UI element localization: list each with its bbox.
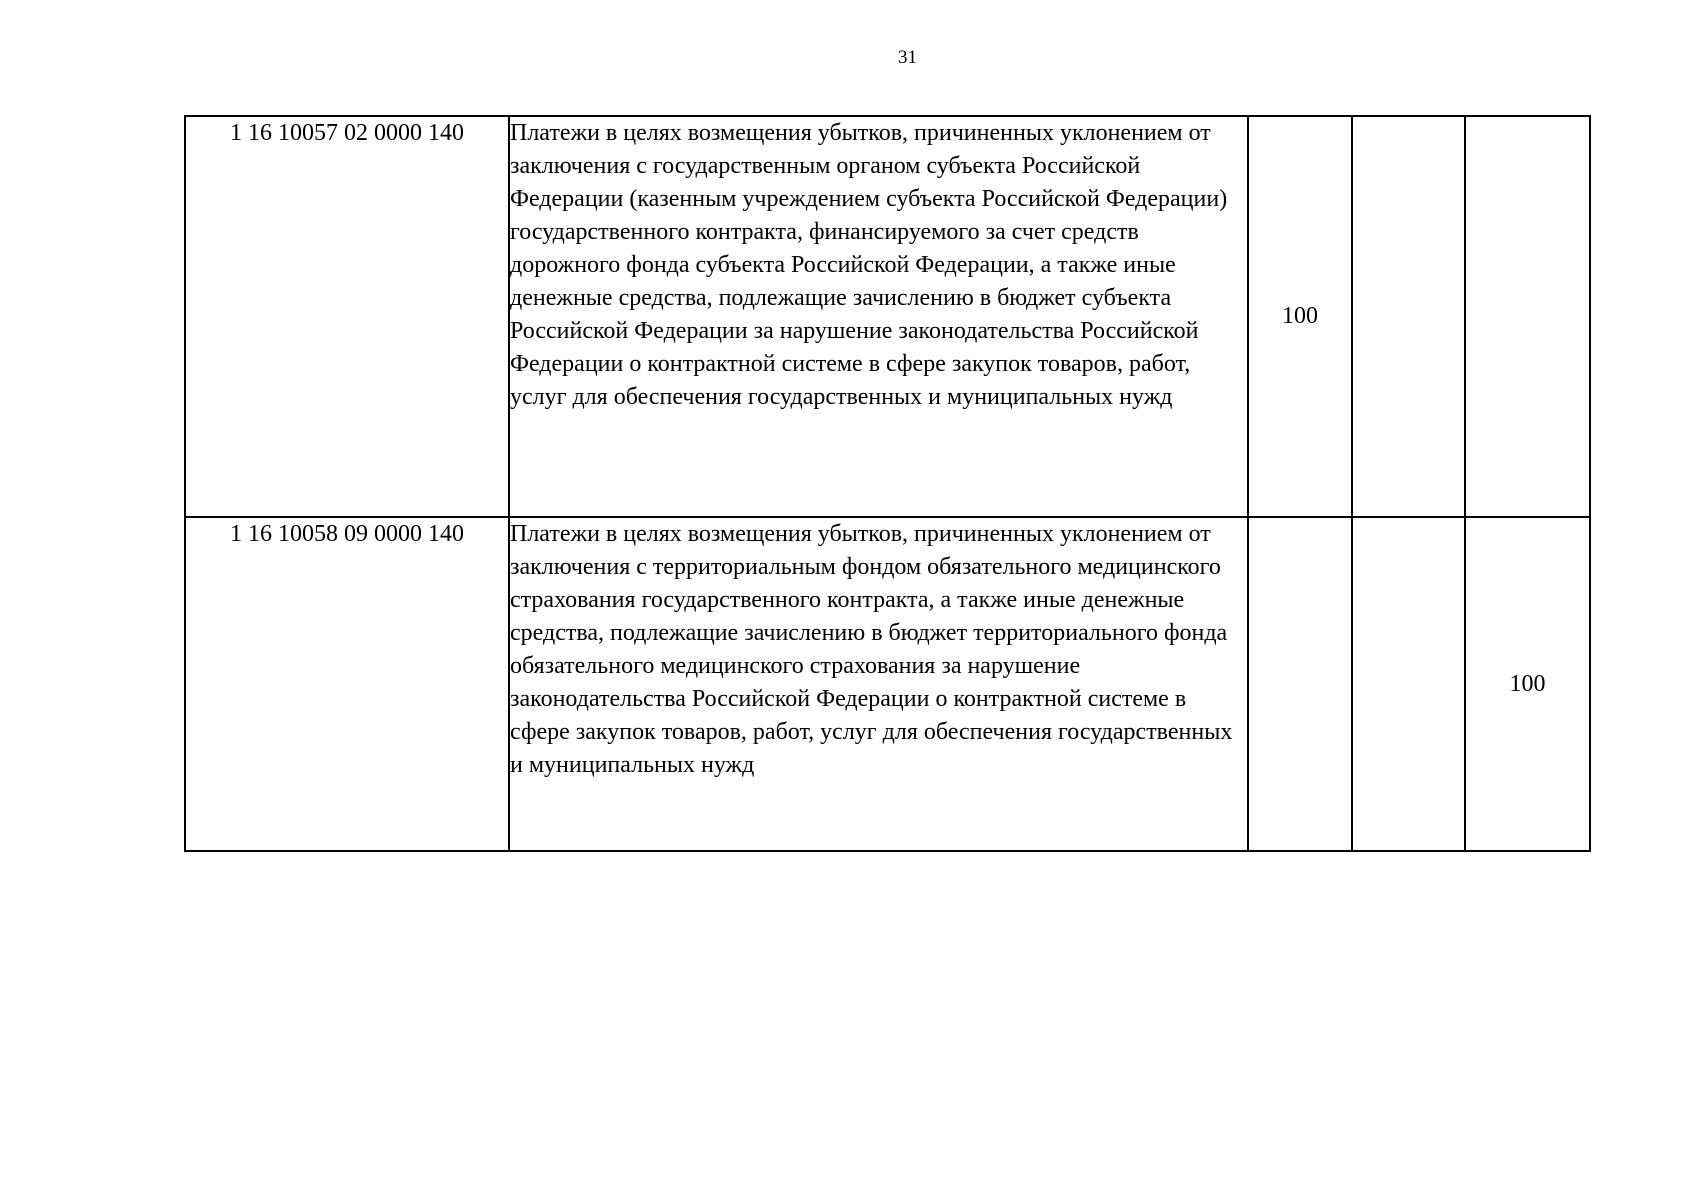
- description-cell: Платежи в целях возмещения убытков, причиненных уклонением от заключения с территориальным фондом обязательного медицинского страхования государственного контракта, а также иные денежные средства, подлежащие зачислению в бюджет территориального фонда обязательного медицинского страхования за нарушение законодательства Российской Федерации о контрактной системе в сфере закупок товаров, работ, услуг для обеспечения государственных и муниципальных нужд: [509, 517, 1248, 851]
- table-row: [185, 116, 1590, 517]
- value-cell-col5: 100: [1465, 517, 1590, 851]
- description-cell: Платежи в целях возмещения убытков, причиненных уклонением от заключения с государственным органом субъекта Российской Федерации (казенным учреждением субъекта Российской Федерации) государственного контракта, финансируемого за счет средств дорожного фонда субъекта Российской Федерации, а также иные денежные средства, подлежащие зачислению в бюджет субъекта Российской Федерации за нарушение законодательства Российской Федерации о контрактной системе в сфере закупок товаров, работ, услуг для обеспечения государственных и муниципальных нужд: [509, 116, 1248, 517]
- value-cell-col4: [1352, 116, 1465, 517]
- value-cell-col4: [1352, 517, 1465, 851]
- value-cell-col3: [1248, 517, 1352, 851]
- value-cell-col5: [1465, 116, 1590, 517]
- table-row: [185, 517, 1590, 851]
- budget-classification-table: [184, 115, 1591, 852]
- page-number: 31: [898, 47, 917, 68]
- kbk-code-cell: 1 16 10058 09 0000 140: [185, 517, 509, 851]
- kbk-code-cell: 1 16 10057 02 0000 140: [185, 116, 509, 517]
- value-cell-col3: 100: [1248, 116, 1352, 517]
